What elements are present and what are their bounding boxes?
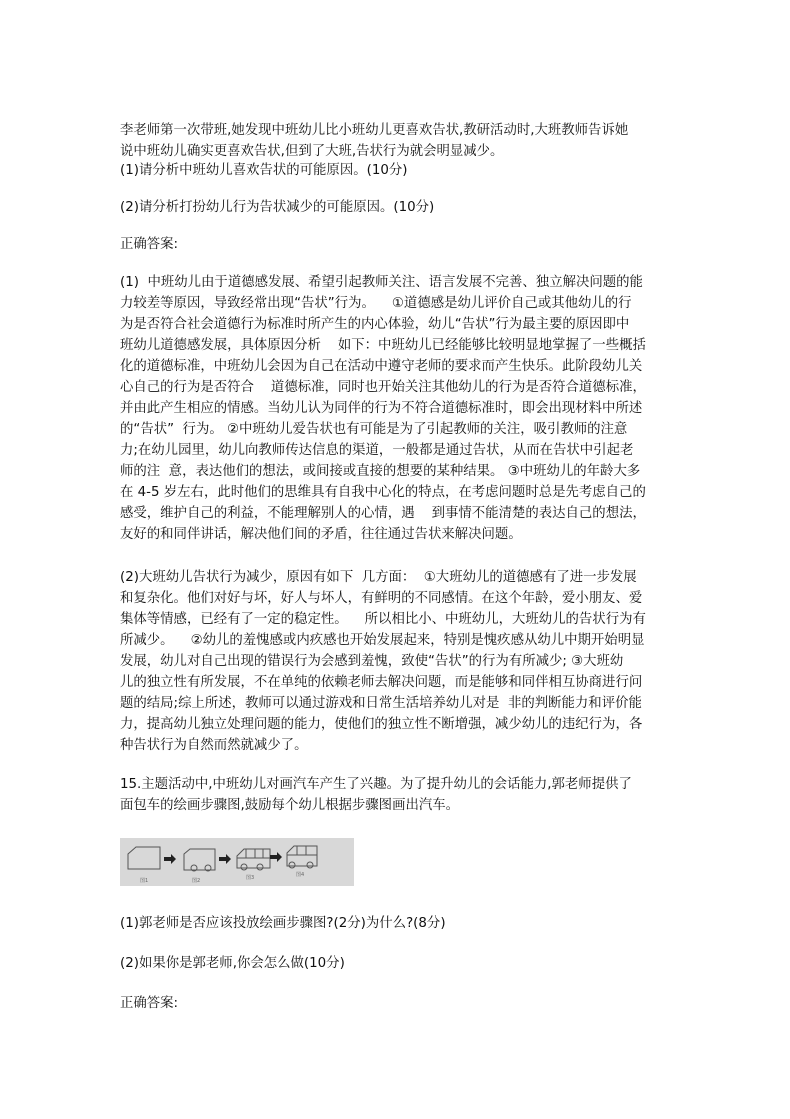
text-line: 班幼儿道德感发展，具体原因分析 如下：中班幼儿已经能够比较明显地掌握了一些概括 [120,338,646,353]
text-line: 化的道德标准，中班幼儿会因为自己在活动中遵守老师的要求而产生快乐。此阶段幼儿关 [120,359,643,374]
q15-sub2: (2)如果你是郭老师,你会怎么做(10分) [120,956,345,971]
figure-label: 图4 [296,872,305,878]
text-line: 为是否符合社会道德行为标准时所产生的内心体验，幼儿“告状”行为最主要的原因即中 [120,317,630,332]
q15-answer-label: 正确答案: [120,996,179,1011]
text-line: 力;在幼儿园里，幼儿向教师传达信息的渠道，一般都是通过告状，从而在告状中引起老 [120,443,634,458]
q15-stem [120,774,700,816]
van-drawing-steps-figure [120,838,354,886]
q14-answer-part1 [120,272,700,545]
text-line: 种告状行为自然而然就减少了。 [120,738,308,753]
q14-answer-label: 正确答案: [120,237,179,252]
text-line: 友好的和同伴讲话，解决他们间的矛盾，往往通过告状来解决问题。 [120,527,522,542]
q14-sub2: (2)请分析打扮幼儿行为告状减少的可能原因。(10分) [120,200,435,215]
text-line: 李老师第一次带班,她发现中班幼儿比小班幼儿更喜欢告状,教研活动时,大班教师告诉她 [120,123,629,138]
text-line: 和复杂化。他们对好与坏，好人与坏人，有鲜明的不同感情。在这个年龄，爱小朋友、爱 [120,591,643,606]
text-line: 儿的独立性有所发展，不在单纯的依赖老师去解决问题，而是能够和同伴相互协商进行问 [120,675,643,690]
text-line: 发展，幼儿对自己出现的错误行为会感到羞愧，致使“告状”的行为有所减少; ③大班幼 [120,654,624,669]
figure-label: 图2 [192,878,201,884]
text-line: 师的注 意，表达他们的想法，或间接或直接的想要的某种结果。 ③中班幼儿的年龄大多 [120,464,641,479]
text-line: 15.主题活动中,中班幼儿对画汽车产生了兴趣。为了提升幼儿的会话能力,郭老师提供了 [120,777,632,792]
text-line: 并由此产生相应的情感。当幼儿认为同伴的行为不符合道德标准时，即会出现材料中所述 [120,401,643,416]
text-line: 感受，维护自己的利益，不能理解别人的心情，遇 到事情不能清楚的表达自己的想法， [120,506,646,521]
text-line: 在 4-5 岁左右，此时他们的思维具有自我中心化的特点，在考虑问题时总是先考虑自己的 [120,485,646,500]
text-line: 说中班幼儿确实更喜欢告状,但到了大班,告状行为就会明显减少。 [120,144,504,159]
figure-label: 图3 [246,875,255,881]
text-line: (1) 中班幼儿由于道德感发展、希望引起教师关注、语言发展不完善、独立解决问题的能 [120,275,643,290]
text-line: 面包车的绘画步骤图,鼓励每个幼儿根据步骤图画出汽车。 [120,798,460,813]
text-line: 的“告状” 行为。 ②中班幼儿爱告状也有可能是为了引起教师的关注，吸引教师的注意 [120,422,628,437]
text-line: 力较差等原因，导致经常出现“告状”行为。 ①道德感是幼儿评价自己或其他幼儿的行 [120,296,632,311]
q14-answer-part2 [120,567,700,756]
figure-label: 图1 [140,878,149,884]
q14-stem [120,120,700,162]
q15-sub1: (1)郭老师是否应该投放绘画步骤图?(2分)为什么?(8分) [120,916,446,931]
q14-sub1: (1)请分析中班幼儿喜欢告状的可能原因。(10分) [120,163,408,178]
text-line: 力，提高幼儿独立处理问题的能力，使他们的独立性不断增强，减少幼儿的违纪行为，各 [120,717,643,732]
text-line: 心自己的行为是否符合 道德标准，同时也开始关注其他幼儿的行为是否符合道德标准， [120,380,646,395]
text-line: (2)大班幼儿告状行为减少，原因有如下 几方面： ①大班幼儿的道德感有了进一步发展 [120,570,637,585]
text-line: 所减少。 ②幼儿的羞愧感或内疚感也开始发展起来，特别是愧疚感从幼儿中期开始明显 [120,633,645,648]
text-line: 题的结局;综上所述，教师可以通过游戏和日常生活培养幼儿对是 非的判断能力和评价能 [120,696,642,711]
text-line: 集体等情感，已经有了一定的稳定性。 所以相比小、中班幼儿，大班幼儿的告状行为有 [120,612,646,627]
